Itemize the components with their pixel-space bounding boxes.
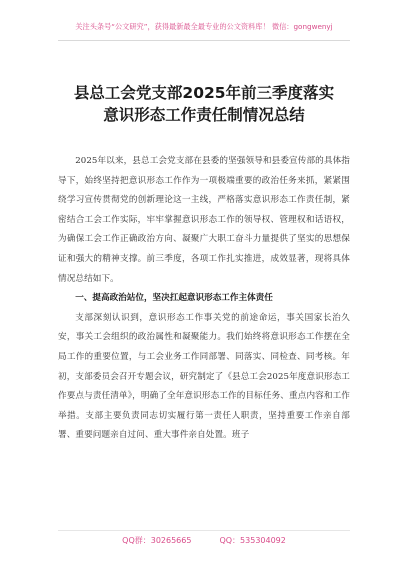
header-banner: 关注头条号“公文研究”，获得最新最全最专业的公文资料库！ 微信：gongwenyj [75,22,333,31]
section-heading-1: 一、提高政治站位，坚决扛起意识形态工作主体责任 [75,293,273,304]
document-body [58,152,350,446]
footer-qq-group: QQ群：30265665 [122,536,192,545]
title-line-2: 意识形态工作责任制情况总结 [103,106,305,124]
footer-divider [58,530,350,531]
title-line-1: 县总工会党支部2025年前三季度落实 [73,84,335,102]
header-divider [58,40,350,41]
footer-contact [0,535,408,546]
footer-qq: QQ：535304092 [219,536,286,545]
body-paragraph: 支部深刻认识到，意识形态工作事关党的前途命运，事关国家长治久安，事关工会组织的政治属性和凝聚能力。我们始终将意识形态工作摆在全局工作的重要位置，与工会业务工作同部署、同落实、同检查、同考核。年初，支部委员会召开专题会议，研究制定了《县总工会2025年度意识形态工作要点与责任清单》，明确了全年意识形态工作的目标任务、重点内容和工作举措。支部主要负责同志切实履行第一责任人职责，坚持重要工作亲自部署、重要问题亲自过问、重大事件亲自处置。班子 [58,312,350,441]
intro-paragraph: 2025年以来，县总工会党支部在县委的坚强领导和县委宣传部的具体指导下，始终坚持把意识形态工作作为一项极端重要的政治任务来抓，紧紧围绕学习宣传贯彻党的创新理论这一主线，严格落实意识形态工作责任制，紧密结合工会工作实际，牢牢掌握意识形态工作的领导权、管理权和话语权，为确保工会工作正确政治方向、凝聚广大职工奋斗力量提供了坚实的思想保证和强大的精神支撑。前三季度，各项工作扎实推进，成效显著，现将具体情况总结如下。 [58,156,350,284]
document-title [0,82,408,126]
